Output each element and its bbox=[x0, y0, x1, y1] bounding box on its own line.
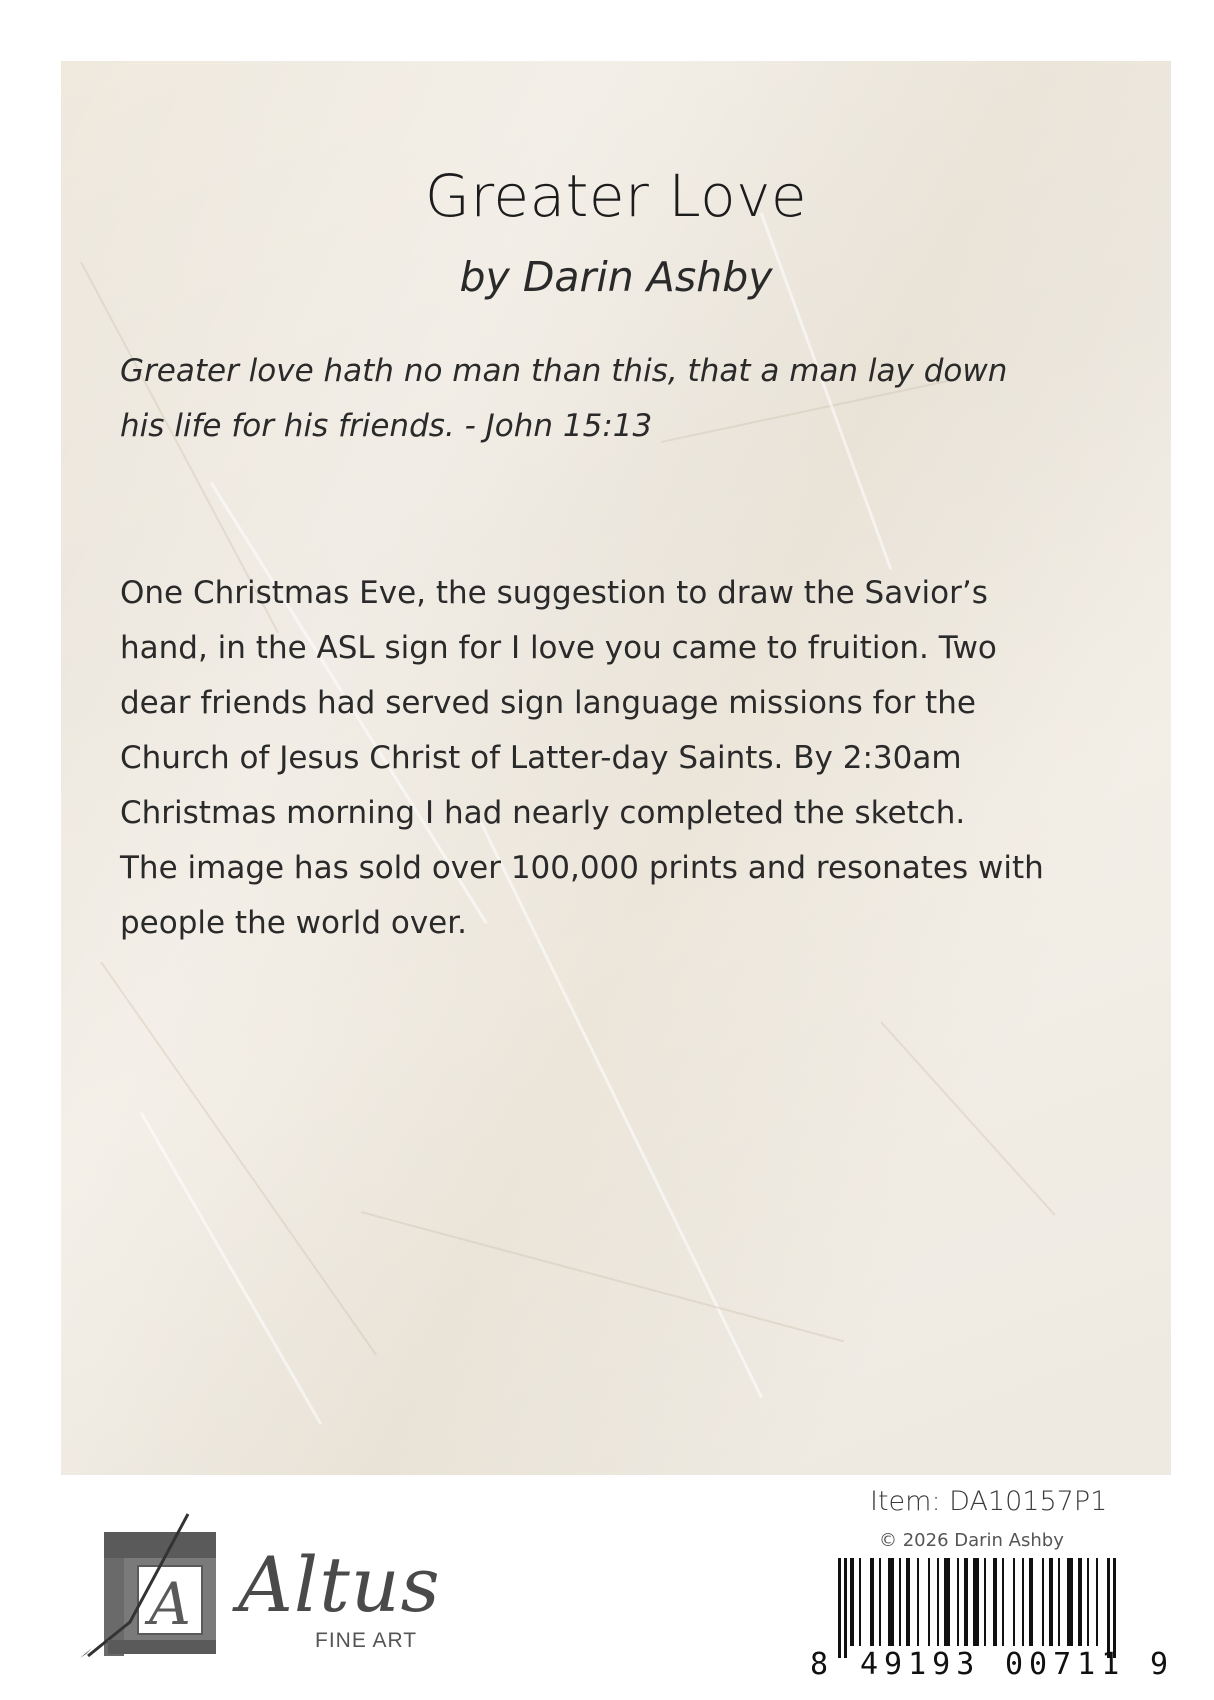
barcode-bar bbox=[928, 1558, 930, 1646]
barcode-bar bbox=[1058, 1558, 1060, 1646]
altus-emblem-icon bbox=[60, 1510, 220, 1660]
barcode-digit-prefix: 8 bbox=[810, 1647, 829, 1678]
barcode-bar bbox=[1013, 1558, 1015, 1646]
barcode-bar bbox=[870, 1558, 874, 1646]
barcode-bar bbox=[859, 1558, 861, 1646]
barcode-bar bbox=[917, 1558, 919, 1646]
logo-subtitle: FINE ART bbox=[315, 1629, 418, 1652]
artwork-story bbox=[120, 566, 1120, 951]
barcode-bar bbox=[993, 1558, 997, 1646]
barcode-bar bbox=[879, 1558, 881, 1646]
barcode-bar bbox=[984, 1558, 986, 1646]
barcode-bar bbox=[1049, 1558, 1053, 1646]
story-line: Christmas morning I had nearly completed the sketch. bbox=[120, 795, 966, 831]
barcode-bar bbox=[1042, 1558, 1044, 1646]
barcode-bar bbox=[1096, 1558, 1098, 1646]
story-line: people the world over. bbox=[120, 905, 468, 941]
barcode-bar bbox=[944, 1558, 950, 1646]
story-line: dear friends had served sign language missions for the bbox=[120, 685, 976, 721]
emblem-letter: A bbox=[149, 1570, 191, 1638]
barcode-bar bbox=[888, 1558, 894, 1646]
logo-wordmark: Altus bbox=[238, 1540, 441, 1629]
barcode-bar bbox=[850, 1558, 854, 1646]
barcode-bar bbox=[1078, 1558, 1082, 1646]
barcode-bar bbox=[906, 1558, 910, 1646]
barcode-bar bbox=[1067, 1558, 1073, 1646]
barcode-bar bbox=[957, 1558, 959, 1646]
barcode-bar bbox=[973, 1558, 979, 1646]
barcode-bar bbox=[1022, 1558, 1024, 1646]
altus-logo bbox=[60, 1510, 460, 1660]
barcode-bar bbox=[1002, 1558, 1004, 1646]
artwork-title: Greater Love bbox=[424, 162, 808, 230]
barcode-bar bbox=[1087, 1558, 1089, 1646]
barcode-bar bbox=[838, 1558, 841, 1658]
barcode-bar bbox=[1029, 1558, 1033, 1646]
barcode-bar bbox=[1107, 1558, 1110, 1658]
story-line: Church of Jesus Christ of Latter-day Saints. By 2:30am bbox=[120, 740, 962, 776]
barcode-bar bbox=[844, 1558, 847, 1658]
barcode-group-left: 49193 bbox=[860, 1647, 981, 1678]
artist-byline: by Darin Ashby bbox=[459, 253, 773, 301]
barcode-icon bbox=[800, 1558, 1170, 1678]
scripture-quote bbox=[120, 344, 1120, 454]
quote-line: Greater love hath no man than this, that a man lay down bbox=[120, 353, 1008, 389]
quote-line: his life for his friends. - John 15:13 bbox=[120, 408, 653, 444]
story-line: The image has sold over 100,000 prints and resonates with bbox=[120, 850, 1044, 886]
marble-card bbox=[61, 61, 1171, 1475]
copyright-notice: © 2026 Darin Ashby bbox=[879, 1530, 1064, 1551]
barcode-bar bbox=[899, 1558, 901, 1646]
barcode-bar bbox=[937, 1558, 939, 1646]
barcode-bar bbox=[1113, 1558, 1116, 1658]
barcode-group-right: 00711 bbox=[1005, 1647, 1126, 1678]
barcode-bar bbox=[964, 1558, 968, 1646]
item-code: Item: DA10157P1 bbox=[870, 1486, 1108, 1517]
story-line: hand, in the ASL sign for I love you came to fruition. Two bbox=[120, 630, 997, 666]
barcode-digit-suffix: 9 bbox=[1150, 1647, 1169, 1678]
story-line: One Christmas Eve, the suggestion to draw the Savior’s bbox=[120, 575, 988, 611]
